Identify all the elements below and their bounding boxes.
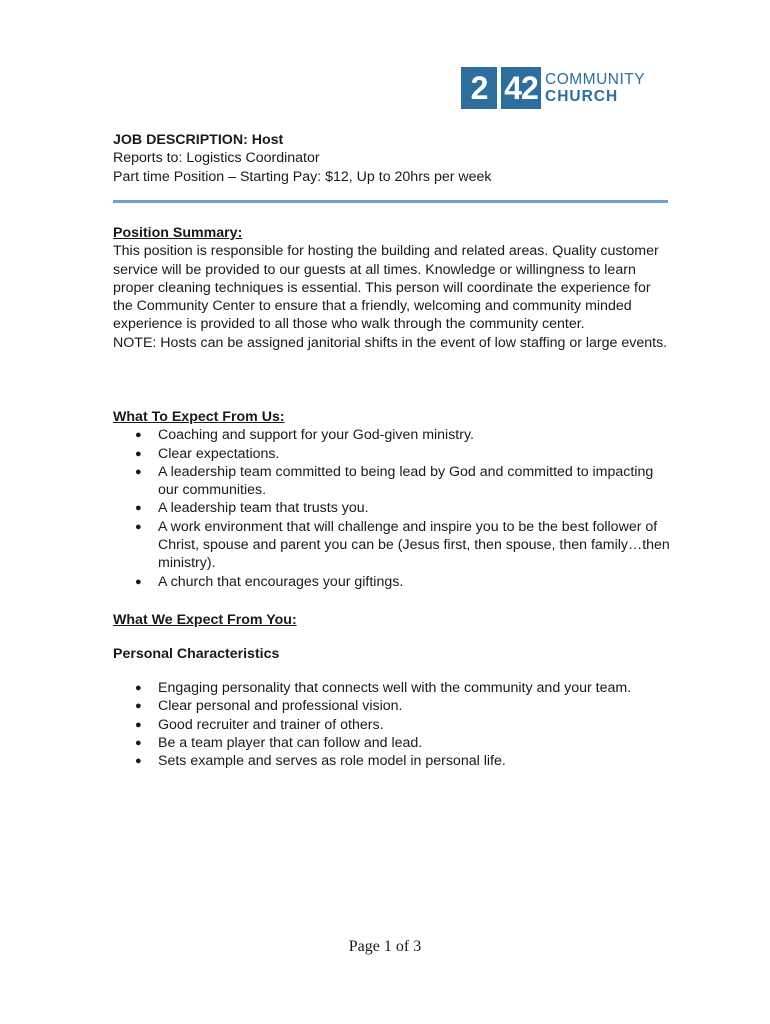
logo-word-community: COMMUNITY: [545, 71, 646, 88]
list-item: ● Sets example and serves as role model in personal life.: [113, 752, 658, 770]
logo-wordmark: [545, 71, 645, 105]
personal-characteristics-heading: Personal Characteristics: [113, 646, 280, 662]
church-logo: [461, 67, 645, 109]
list-item: ● A leadership team committed to being lead by God and committed to impacting our communities.: [113, 463, 673, 500]
summary-note: NOTE: Hosts can be assigned janitorial shifts in the event of low staffing or large events.: [113, 334, 668, 351]
list-item: ● A church that encourages your giftings.: [113, 573, 673, 591]
list-item: ● Good recruiter and trainer of others.: [113, 716, 658, 734]
header-divider: [113, 200, 668, 203]
list-item: ● A leadership team that trusts you.: [113, 499, 673, 517]
expect-from-us-section: [113, 408, 673, 591]
summary-heading: Position Summary:: [113, 225, 243, 241]
position-details: Part time Position – Starting Pay: $12, Up to 20hrs per week: [113, 168, 492, 185]
expect-from-you-section: [113, 679, 658, 770]
job-title: JOB DESCRIPTION: Host: [113, 132, 284, 148]
list-item: ● Be a team player that can follow and lead.: [113, 734, 658, 752]
logo-number-42: 42: [501, 67, 541, 109]
list-item: ● A work environment that will challenge and inspire you to be the best follower of Christ, spouse and parent you can be (Jesus first, then spouse, then family…then ministry).: [113, 518, 673, 573]
logo-number-2: 2: [461, 67, 497, 109]
page-number: Page 1 of 3: [348, 938, 422, 955]
expect-from-you-heading: What We Expect From You:: [113, 612, 297, 628]
list-item: ● Clear personal and professional vision.: [113, 697, 658, 715]
position-summary: [113, 224, 673, 352]
job-header: [113, 131, 492, 186]
summary-body: This position is responsible for hosting the building and related areas. Quality customer service will be provided to our guests at all times. Knowledge or willingness to learn proper cleaning techniques is essential. This person will coordinate the experience for the Community Center to ensure that a friendly, welcoming and community minded experience is provided to all those who walk through the community center.: [113, 243, 659, 333]
expect-from-us-heading: What To Expect From Us:: [113, 409, 285, 425]
list-item: ● Coaching and support for your God-given ministry.: [113, 426, 673, 444]
reports-to: Reports to: Logistics Coordinator: [113, 150, 320, 167]
expect-from-us-list: [113, 426, 673, 591]
list-item: ● Engaging personality that connects well with the community and your team.: [113, 679, 658, 697]
list-item: ● Clear expectations.: [113, 445, 673, 463]
expect-from-you-list: [113, 679, 658, 770]
logo-word-church: CHURCH: [545, 88, 619, 105]
